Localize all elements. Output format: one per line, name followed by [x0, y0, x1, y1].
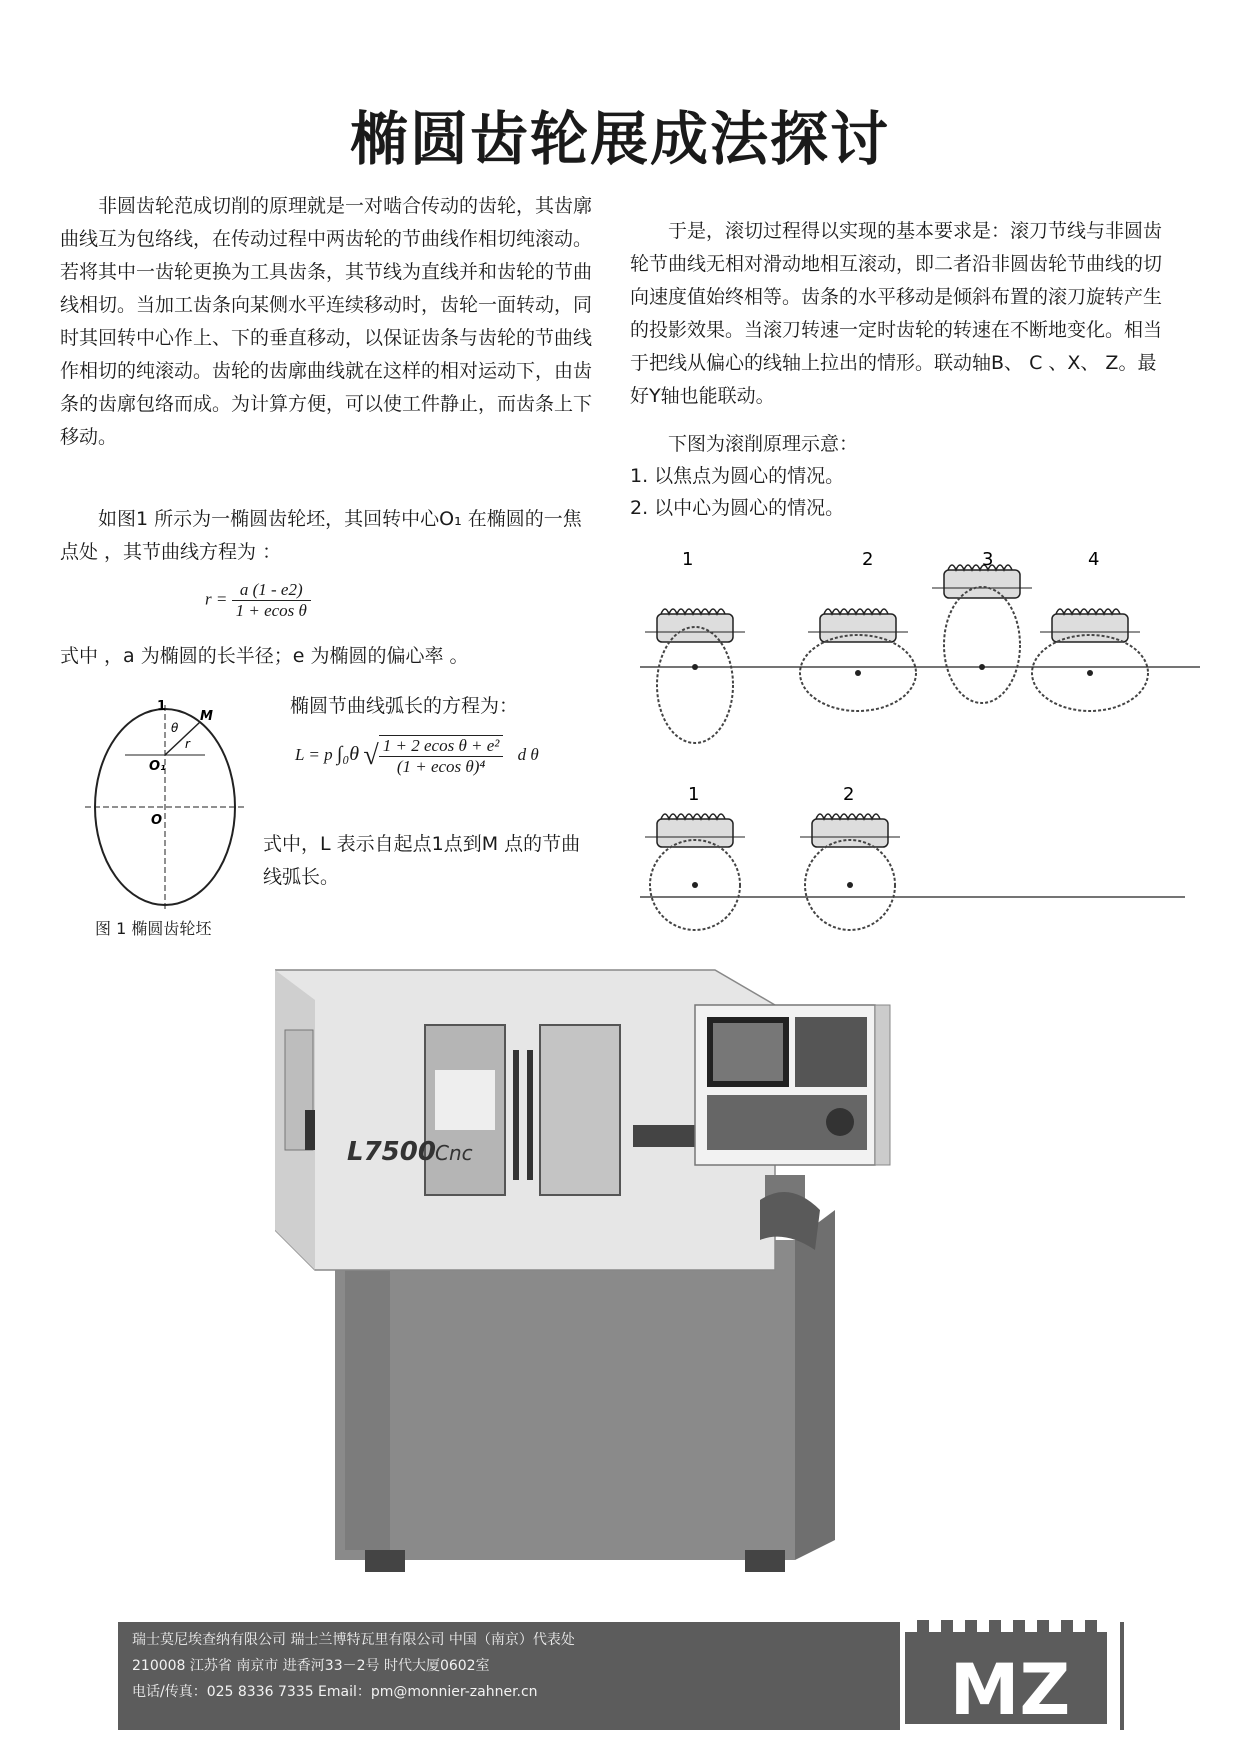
formula-L-fraction — [379, 735, 504, 777]
hob-gear-row2-2 — [800, 814, 900, 930]
hob-gear-4 — [1032, 609, 1148, 711]
machine-brand-logo — [633, 1125, 703, 1147]
right-paragraph-2: 下图为滚削原理示意： — [668, 433, 859, 455]
hob-gear-2 — [800, 609, 916, 711]
fig-label-o1: O₁ — [149, 759, 166, 774]
left-paragraph-1: 非圆齿轮范成切削的原理就是一对啮合传动的齿轮，其齿廓曲线互为包络线，在传动过程中两齿轮的节曲线作相切纯滚动。若将其中一齿轮更换为工具齿条，其节线为直线并和齿轮的节曲线相切。当加工齿条向某侧水平连续移动时，齿轮一面转动，同时其回转中心作上、下的垂直移动，以保证齿条与齿轮的节曲线作相切的纯滚动。齿轮的齿廓曲线就在这样的相对运动下，由齿条的齿廓包络而成。为计算方便，可以使工件静止，而齿条上下移动。 — [60, 195, 593, 448]
formula-L-tail: d θ — [517, 744, 539, 764]
right-paragraph-1: 于是，滚切过程得以实现的基本要求是：滚刀节线与非圆齿轮节曲线无相对滑动地相互滚动，即二者沿非圆齿轮节曲线的切向速度值始终相等。齿条的水平移动是倾斜布置的滚刀旋转产生的投影效果。当滚刀转速一定时齿轮的转速在不断地变化。相当于把线从偏心的线轴上拉出的情形。联动轴B、 C 、X、 Z。最好Y轴也能联动。 — [630, 220, 1163, 407]
formula-r — [205, 580, 311, 621]
left-paragraph-2: 如图1 所示为一椭圆齿轮坯，其回转中心O₁ 在椭圆的一焦点处 ，其节曲线方程为 ： — [60, 508, 582, 563]
formula-r-denominator: 1 + ecos θ — [235, 601, 307, 620]
fig-label-o: O — [151, 813, 163, 828]
machine-model-label: L7500 — [347, 1137, 436, 1167]
hob-gear-row2-1 — [645, 814, 745, 930]
figure-1-caption: 图 1 椭圆齿轮坯 — [95, 919, 212, 938]
cnc-machine-image — [275, 950, 995, 1590]
hobbing-diagram-row-1 — [640, 540, 1200, 755]
hob-gear-3 — [932, 565, 1032, 703]
machine-base — [335, 1240, 795, 1560]
control-keypad — [795, 1017, 867, 1087]
fig-label-m: M — [200, 709, 213, 724]
formula-L: L = p ∫₀θ √ $\frac{\text{1 + 2 ecos θ + e²}}{\text{(1 + ecos θ)⁴}}$ d θ — [295, 736, 539, 776]
mz-logo-mark — [900, 1612, 1120, 1730]
hobbing-diagram-row-2 — [640, 775, 1200, 955]
mz-logo — [900, 1612, 1120, 1730]
left-paragraph-4: 式中，L 表示自起点1点到M 点的节曲线弧长。 — [263, 833, 581, 888]
arc-length-intro: 椭圆节曲线弧长的方程为： — [290, 695, 519, 717]
row1-label-1: 1 — [682, 549, 694, 570]
footer-address: 210008 江苏省 南京市 进香河33－2号 时代大厦0602室 — [132, 1658, 490, 1674]
mz-logo-text: MZ — [949, 1649, 1071, 1730]
formula-r-numerator: a (1 - e2) — [232, 580, 311, 601]
row2-label-1: 1 — [688, 784, 700, 805]
formula-r-lhs: r = — [205, 589, 228, 609]
formula-L-integral: ∫₀θ — [336, 742, 360, 765]
row1-label-4: 4 — [1088, 549, 1100, 570]
machine-window-right — [540, 1025, 620, 1195]
list-item-2: 2. 以中心为圆心的情况。 — [630, 497, 845, 519]
footer-contact: 电话/传真：025 8336 7335 Email：pm@monnier-zahner.cn — [132, 1684, 538, 1700]
footer-company: 瑞士莫尼埃查纳有限公司 瑞士兰博特瓦里有限公司 中国（南京）代表处 — [132, 1632, 575, 1648]
left-paragraph-3: 式中 ，a 为椭圆的长半径；e 为椭圆的偏心率 。 — [60, 645, 469, 667]
fig-label-top: 1 — [157, 700, 167, 714]
formula-L-denominator: (1 + ecos θ)⁴ — [396, 757, 486, 776]
row2-label-2: 2 — [843, 784, 855, 805]
row1-label-3: 3 — [982, 549, 994, 570]
machine-model-suffix: Cnc — [435, 1141, 473, 1165]
formula-L-lhs: L = p — [295, 744, 333, 764]
fig-label-theta: θ — [171, 721, 179, 735]
row1-label-2: 2 — [862, 549, 874, 570]
formula-L-numerator: 1 + 2 ecos θ + e² — [379, 736, 504, 757]
page-title: 椭圆齿轮展成法探讨 — [349, 105, 890, 173]
fig-label-r: r — [185, 737, 190, 751]
figure-1-ellipse — [85, 700, 255, 915]
list-item-1: 1. 以焦点为圆心的情况。 — [630, 465, 845, 487]
hob-gear-1 — [645, 609, 745, 743]
formula-r-fraction — [232, 580, 311, 621]
